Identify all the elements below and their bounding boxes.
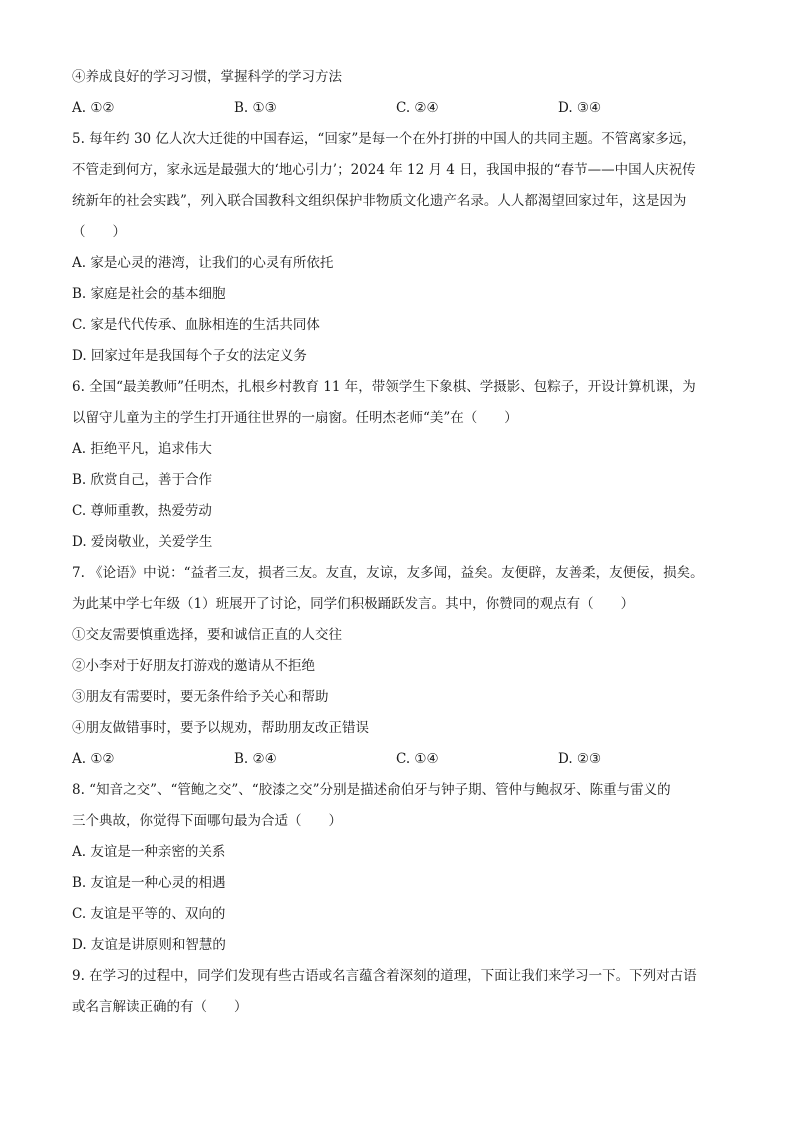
option-d: D. 回家过年是我国每个子女的法定义务 <box>72 348 307 364</box>
option-c: C. ①④ <box>396 751 439 767</box>
option-c: C. 家是代代传承、血脉相连的生活共同体 <box>72 317 320 333</box>
question-stem-line: 统新年的社会实践”，列入联合国教科文组织保护非物质文化遗产名录。人人都渴望回家过年，这是因为 <box>72 193 687 209</box>
option-d: D. 爱岗敬业，关爱学生 <box>72 534 213 550</box>
statement-item-3: ③朋友有需要时，要无条件给予关心和帮助 <box>72 689 329 705</box>
statement-item-2: ②小李对于好朋友打游戏的邀请从不拒绝 <box>72 658 315 674</box>
statement-item-4: ④朋友做错事时，要予以规劝，帮助朋友改正错误 <box>72 720 369 736</box>
option-b: B. 家庭是社会的基本细胞 <box>72 286 226 302</box>
option-a: A. 友谊是一种亲密的关系 <box>72 844 226 860</box>
option-d: D. ②③ <box>558 751 602 767</box>
option-a: A. 拒绝平凡，追求伟大 <box>72 441 212 457</box>
statement-item-4: ④养成良好的学习习惯，掌握科学的学习方法 <box>72 69 342 85</box>
answer-options-row <box>72 744 732 775</box>
question-5 <box>72 124 732 372</box>
option-a: A. 家是心灵的港湾，让我们的心灵有所依托 <box>72 255 334 271</box>
option-b: B. ②④ <box>234 751 277 767</box>
question-stem-line: 为此某中学七年级（1）班展开了讨论，同学们积极踊跃发言。其中，你赞同的观点有（ ） <box>72 596 635 612</box>
question-stem-line: 7. 《论语》中说：“益者三友，损者三友。友直，友谅，友多闻，益矣。友便辟，友善柔，友便佞，损矣。 <box>72 565 704 581</box>
option-b: B. 欣赏自己，善于合作 <box>72 472 213 488</box>
question-7 <box>72 558 732 775</box>
question-stem-line: 8. “知音之交”、“管鲍之交”、“胶漆之交”分别是描述俞伯牙与钟子期、管仲与鲍叔牙、陈重与雷义的 <box>72 782 671 798</box>
question-8 <box>72 775 732 961</box>
question-stem-line: 6. 全国“最美教师”任明杰，扎根乡村教育 11 年，带领学生下象棋、学摄影、包粽子，开设计算机课，为 <box>72 379 696 395</box>
option-c: C. 友谊是平等的、双向的 <box>72 906 226 922</box>
question-stem-line: 5. 每年约 30 亿人次大迁徙的中国春运，“回家”是每一个在外打拼的中国人的共同主题。不管离家多远， <box>72 131 696 147</box>
option-d: D. ③④ <box>558 100 602 116</box>
option-b: B. ①③ <box>234 100 277 116</box>
option-b: B. 友谊是一种心灵的相遇 <box>72 875 226 891</box>
statement-item-1: ①交友需要慎重选择，要和诚信正直的人交往 <box>72 627 342 643</box>
option-c: C. 尊师重教，热爱劳动 <box>72 503 212 519</box>
question-6 <box>72 372 732 558</box>
question-stem-line: 三个典故，你觉得下面哪句最为合适（ ） <box>72 813 342 829</box>
question-stem-line: 9. 在学习的过程中，同学们发现有些古语或名言蕴含着深刻的道理，下面让我们来学习一下。下列对古语 <box>72 968 697 984</box>
option-a: A. ①② <box>72 100 115 116</box>
option-a: A. ①② <box>72 751 115 767</box>
question-stem-line: 以留守儿童为主的学生打开通往世界的一扇窗。任明杰老师“美”在（ ） <box>72 410 518 426</box>
exam-page <box>72 62 732 1023</box>
answer-blank: （ ） <box>72 224 126 240</box>
question-9 <box>72 961 732 1023</box>
question-stem-line: 不管走到何方，家永远是最强大的‘地心引力’；2024 年 12 月 4 日，我国申报的“春节——中国人庆祝传 <box>72 162 696 178</box>
option-d: D. 友谊是讲原则和智慧的 <box>72 937 226 953</box>
question-stem-line: 或名言解读正确的有（ ） <box>72 999 248 1015</box>
answer-options-row <box>72 93 732 124</box>
option-c: C. ②④ <box>396 100 439 116</box>
